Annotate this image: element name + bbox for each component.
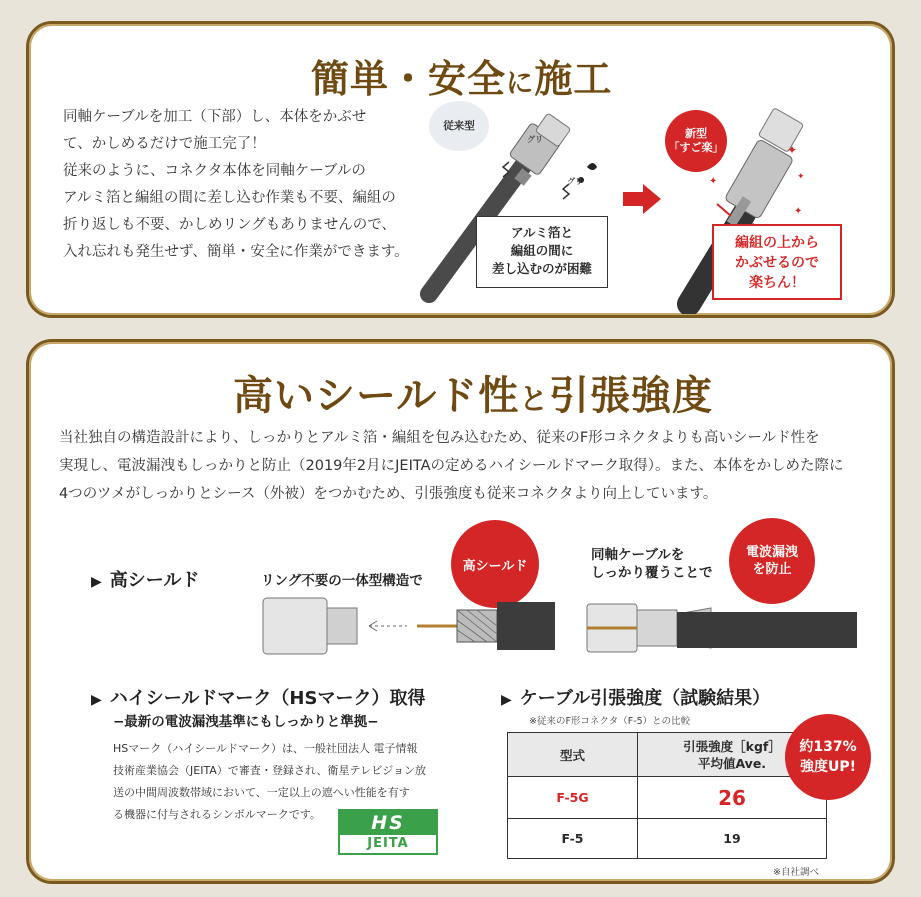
right-arrow-icon — [623, 184, 663, 214]
shield-strength-panel — [26, 339, 895, 884]
tensile-heading — [501, 684, 770, 710]
old-type-tag: 従来型 — [429, 101, 489, 151]
triangle-icon: ▶ — [501, 692, 512, 708]
triangle-icon: ▶ — [91, 574, 102, 590]
panel2-title — [233, 364, 713, 421]
panel1-intro — [63, 104, 423, 266]
badge-line: 電波漏洩 — [745, 545, 798, 560]
tensile-table — [507, 732, 827, 859]
badge-line: 新型 — [685, 127, 707, 140]
title-part-a: 簡単・安全 — [311, 57, 507, 101]
hs-logo-mark: HS — [340, 811, 436, 835]
svg-text:✦: ✦ — [797, 172, 805, 182]
heading-text: 高シールド — [109, 570, 200, 591]
intro-line: て、かしめるだけで施工完了！ — [63, 136, 266, 152]
value-cell: 19 — [638, 819, 827, 859]
intro-line: 同軸ケーブルを加工（下部）し、本体をかぶせ — [63, 109, 367, 125]
intro-line: 4つのツメがしっかりとシース（外被）をつかむため、引張強度も従来コネクタより向上しています。 — [59, 486, 718, 502]
intro-line: アルミ箔と編組の間に差し込む作業も不要、編組の — [63, 190, 396, 206]
callout-line: 編組の上から — [735, 235, 819, 251]
old-type-callout — [476, 216, 608, 288]
table-row — [508, 819, 827, 859]
connector-cable-illustration — [257, 590, 557, 660]
guri-label: グリ — [567, 177, 583, 186]
header-line: 引張強度［kgf］ — [683, 738, 781, 754]
tensile-note: ※従来のF形コネクタ（F-5）との比較 — [529, 716, 691, 727]
title-part-d: 引張強度 — [549, 373, 714, 419]
panel1-title — [311, 48, 612, 103]
easy-install-panel — [26, 21, 895, 318]
title-part-a: 高い — [233, 373, 315, 419]
intro-line: 実現し、電波漏洩もしっかりと防止（2019年2月にJEITAの定めるハイシールドマーク取得）。また、本体をかしめた際に — [59, 458, 844, 474]
intro-line: 従来のように、コネクタ本体を同軸ケーブルの — [63, 163, 366, 179]
svg-text:✦: ✦ — [787, 143, 798, 157]
callout-line: アルミ箔と — [510, 225, 573, 240]
label-line: しっかり覆うことで — [591, 565, 713, 581]
badge-line: 約137% — [799, 739, 857, 755]
hs-jeita-logo — [338, 809, 438, 855]
assembled-connector-illustration — [581, 590, 861, 660]
callout-line: 差し込むのが困難 — [491, 261, 592, 276]
table-row — [508, 777, 827, 819]
model-cell: F-5G — [508, 777, 638, 819]
badge-line: 「すご楽」 — [668, 141, 724, 154]
title-part-b: に — [506, 68, 535, 99]
heading-text: ケーブル引張強度（試験結果） — [519, 688, 771, 709]
guri-label: グリ — [527, 135, 543, 144]
header-line: 平均値Ave. — [697, 755, 767, 771]
triangle-icon: ▶ — [91, 692, 102, 708]
callout-line: かぶせるので — [735, 255, 819, 271]
intro-line: 折り返しも不要、かしめリングもありませんので、 — [63, 217, 396, 233]
svg-text:✦: ✦ — [794, 206, 803, 217]
ring-less-label: リング不要の一体型構造で — [261, 573, 423, 589]
intro-line: 入れ忘れも発生せず、簡単・安全に作業ができます。 — [63, 244, 409, 260]
hs-mark-heading — [91, 684, 425, 710]
badge-line: を防止 — [752, 562, 792, 577]
badge-line: 強度UP! — [799, 759, 856, 775]
desc-line: HSマーク（ハイシールドマーク）は、一般社団法人 電子情報 — [113, 742, 418, 755]
desc-line: る機器に付与されるシンボルマークです。 — [113, 808, 321, 821]
title-part-c: と — [519, 382, 550, 416]
hs-mark-subheading: −最新の電波漏洩基準にもしっかりと準拠− — [113, 714, 379, 730]
desc-line: 送の中間周波数帯域において、一定以上の遮へい性能を有す — [113, 786, 410, 799]
callout-line: 編組の間に — [510, 243, 574, 258]
new-type-badge — [665, 110, 727, 172]
heading-text: ハイシールドマーク（HSマーク）取得 — [109, 688, 426, 709]
title-part-c: 施工 — [534, 57, 613, 101]
strength-up-badge — [785, 714, 871, 800]
source-note: ※自社調べ — [773, 867, 819, 878]
callout-line: 楽ちん！ — [749, 275, 805, 291]
high-shield-badge: 高シールド — [451, 520, 539, 608]
jeita-logo-text: JEITA — [367, 836, 409, 851]
model-cell: F-5 — [508, 819, 638, 859]
svg-text:✦: ✦ — [709, 176, 718, 187]
intro-line: 当社独自の構造設計により、しっかりとアルミ箔・編組を包み込むため、従来のF形コネクタよりも高いシールド性を — [59, 430, 820, 446]
panel2-intro — [59, 424, 879, 508]
new-type-callout — [712, 224, 842, 300]
col-model-header: 型式 — [508, 733, 638, 777]
value-cell: 26 — [638, 777, 827, 819]
label-line: 同軸ケーブルを — [591, 547, 685, 563]
title-part-b: シールド性 — [315, 373, 520, 419]
table-header-row — [508, 733, 827, 777]
cover-label — [591, 546, 713, 582]
high-shield-heading — [91, 566, 199, 592]
desc-line: 技術産業協会（JEITA）で審査・登録され、衛星テレビジョン放 — [113, 764, 427, 777]
